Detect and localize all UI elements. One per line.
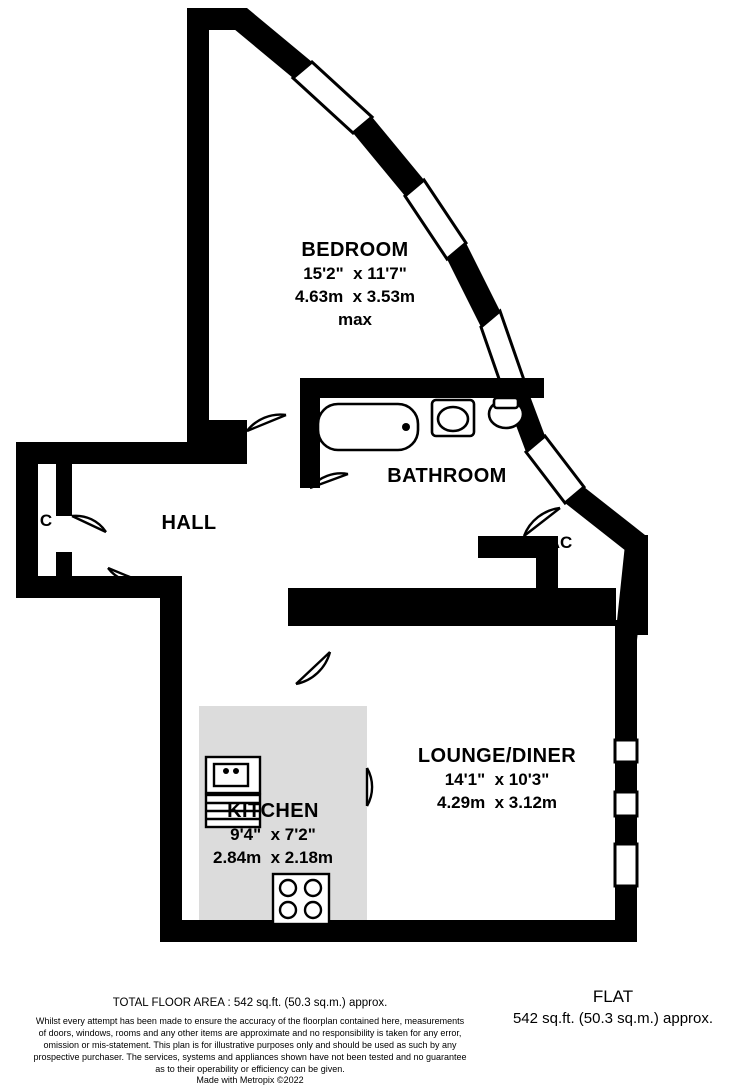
room-label-cupboard-name: C <box>39 511 53 530</box>
room-label-lounge-diner-dims-imperial: 14'1" x 10'3" <box>444 770 550 789</box>
room-label-lounge-diner-dims-metric: 4.29m x 3.12m <box>436 793 558 812</box>
room-label-bathroom-name: BATHROOM <box>387 465 507 487</box>
room-label-bedroom-name: BEDROOM <box>301 239 409 261</box>
room-label-kitchen-dims-metric: 2.84m x 2.18m <box>212 848 334 867</box>
room-label-bedroom-dims-imperial: 15'2" x 11'7" <box>303 264 407 283</box>
bathroom-fixtures <box>318 398 523 450</box>
room-label-hall-name: HALL <box>161 512 217 534</box>
room-label-bedroom-note: max <box>337 310 373 329</box>
room-label-airing-cupboard-name: AC <box>547 533 573 552</box>
legend-title: FLAT <box>592 987 634 1006</box>
disclaimer-line-2: of doors, windows, rooms and any other items are approximate and no responsibility is taken for any error, <box>38 1027 462 1038</box>
total-floor-area: TOTAL FLOOR AREA : 542 sq.ft. (50.3 sq.m.) approx. <box>112 997 388 1009</box>
disclaimer-line-6: Made with Metropix ©2022 <box>196 1075 304 1086</box>
legend-area: 542 sq.ft. (50.3 sq.m.) approx. <box>512 1010 714 1027</box>
disclaimer <box>0 1016 500 1087</box>
room-label-kitchen-name: KITCHEN <box>227 800 319 822</box>
room-label-lounge-diner-name: LOUNGE/DINER <box>417 745 577 767</box>
disclaimer-line-3: omission or mis-statement. This plan is for illustrative purposes only and should be used as such by any <box>43 1039 457 1050</box>
disclaimer-line-1: Whilst every attempt has been made to ensure the accuracy of the floorplan contained here, measurements <box>35 1016 465 1026</box>
disclaimer-line-5: as to their operability or efficiency can be given. <box>155 1063 345 1074</box>
disclaimer-line-4: prospective purchaser. The services, systems and appliances shown have not been tested and no guarantee <box>33 1051 467 1062</box>
room-label-kitchen-dims-imperial: 9'4" x 7'2" <box>230 825 316 844</box>
room-label-bedroom-dims-metric: 4.63m x 3.53m <box>294 287 416 306</box>
